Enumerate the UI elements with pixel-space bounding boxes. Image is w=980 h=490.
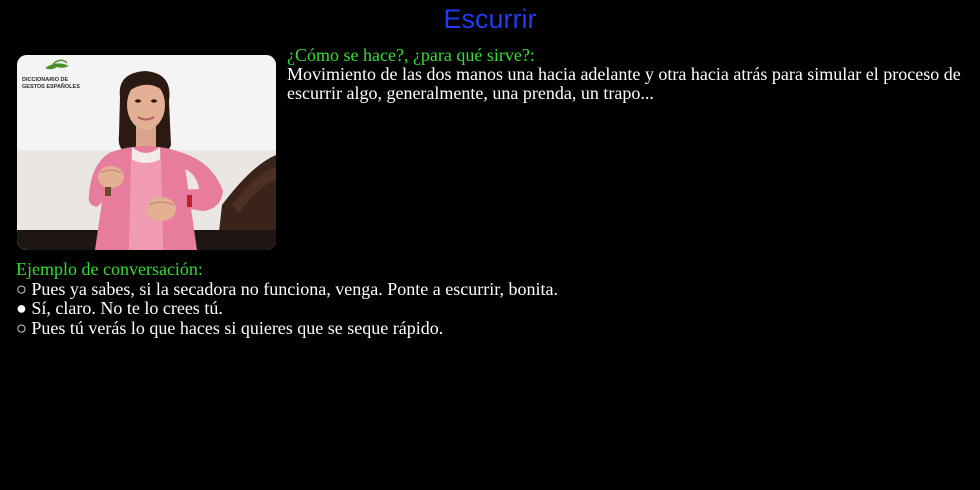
gesture-photo [17,55,276,250]
logo-line-2: GESTOS ESPAÑOLES [22,84,80,90]
conversation-line: ○ Pues tú verás lo que haces si quieres que se seque rápido. [16,317,444,338]
conversation-line: ○ Pues ya sabes, si la secadora no funciona, venga. Ponte a escurrir, bonita. [16,278,558,299]
gesture-description [287,46,967,103]
logo-line-1: DICCIONARIO DE [22,77,69,83]
page-title: Escurrir [443,4,537,34]
conversation-example [16,260,956,338]
gesture-photo-illustration [17,55,276,250]
description-heading: ¿Cómo se hace?, ¿para qué sirve?: [287,45,535,65]
conversation-line: ● Sí, claro. No te lo crees tú. [16,298,223,318]
description-text: Movimiento de las dos manos una hacia adelante y otra hacia atrás para simular el proceso de escurrir algo, generalmente, una prenda, un trapo... [287,64,961,103]
example-heading: Ejemplo de conversación: [16,259,203,279]
